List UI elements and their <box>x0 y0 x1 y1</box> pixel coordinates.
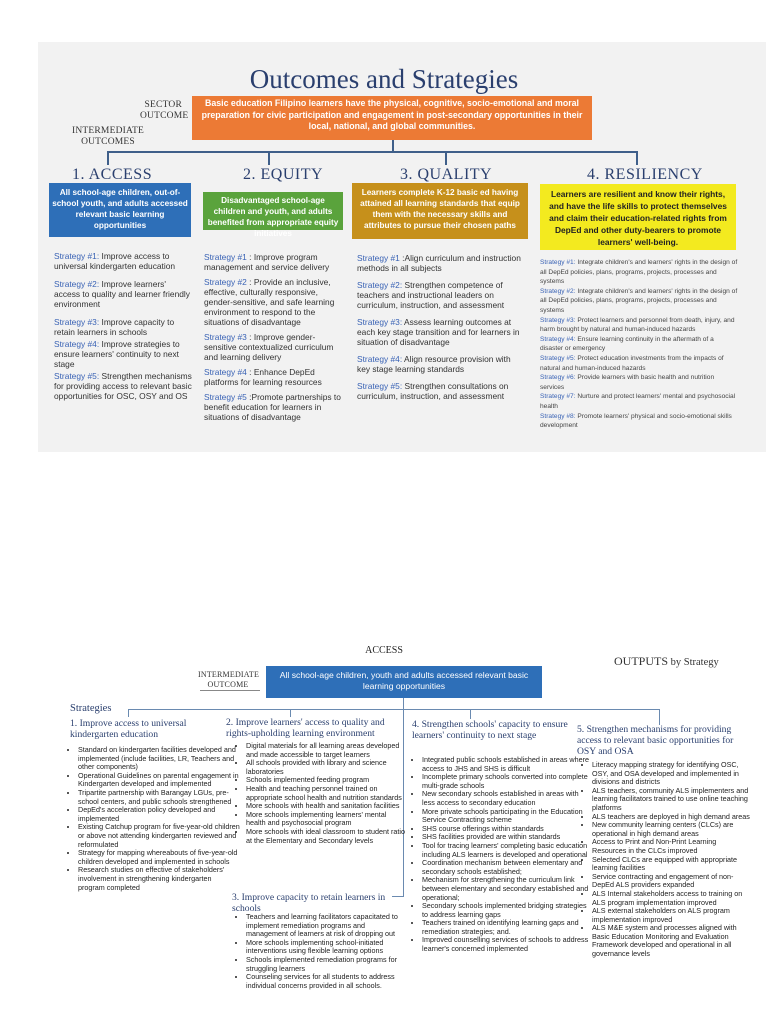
strategy-list-quality <box>357 253 523 401</box>
strategy-item: Strategy #1 :Align curriculum and instruction methods in all subjects <box>357 253 521 273</box>
output-item: • SHS facilities provided are within standards <box>422 833 592 842</box>
strategy-item: Strategy #5: Strengthen consultations on curriculum, instruction, and assessment <box>357 381 509 401</box>
output-item: • ALS teachers are deployed in high demand areas <box>592 813 752 822</box>
page-title: Outcomes and Strategies <box>249 64 519 94</box>
strategy-item: Strategy #4: Align resource provision with key stage learning standards <box>357 354 511 374</box>
sector-outcome-box: Basic education Filipino learners have the physical, cognitive, socio-emotional and moral preparation for civic participation and engagement in post-secondary opportunities in their local, national, and global communities. <box>192 96 592 140</box>
output-item: • More schools with ideal classroom to student ratio at the Elementary and Secondary levels <box>246 828 406 845</box>
outcome-title-quality: 3. QUALITY <box>400 166 493 183</box>
strategy-item: Strategy #3: Protect learners and personnel from death, injury, and harm brought by natural and human-induced hazards <box>540 316 735 334</box>
output-item: • New community learning centers (CLCs) are operational in high demand areas <box>592 821 752 838</box>
strategy-item: Strategy #6: Provide learners with basic health and nutrition services <box>540 374 715 391</box>
strategy-item: Strategy #8: Promote learners' physical and socio-emotional skills development <box>540 412 732 430</box>
output-item: • SHS course offerings within standards <box>422 825 592 834</box>
connector-line <box>128 709 129 717</box>
sector-outcome-label <box>140 100 189 122</box>
strategy-item: Strategy #7: Nurture and protect learners' mental and psychosocial health <box>540 393 736 410</box>
strategy-item: Strategy #3 : Improve gender-sensitive contextualized curriculum and learning delivery <box>204 332 334 362</box>
connector-line <box>128 709 660 710</box>
output-item: • Standard on kindergarten facilities developed and implemented (include facilities, LR, Teachers and other components) <box>78 746 240 772</box>
access-heading: ACCESS <box>365 645 403 656</box>
outcome-title-resiliency: 4. RESILIENCY <box>587 166 703 183</box>
output-item: • More schools implementing learners' mental health and psychosocial program <box>246 811 406 828</box>
outcome-title-equity: 2. EQUITY <box>243 166 324 183</box>
strategy-item: Strategy #2: Integrate children's and learners' rights in the design of all DepEd policies, plans, programs, projects, processes and systems <box>540 287 738 314</box>
intermediate-outcomes-label <box>66 126 150 148</box>
output-strategy-1-list <box>68 746 240 892</box>
strategies-heading: Strategies <box>70 703 112 714</box>
strategy-item: Strategy #1 : Improve program management and service delivery <box>204 252 330 272</box>
outputs-heading: OUTPUTS by Strategy <box>614 654 719 668</box>
strategy-item: Strategy #5: Strengthen mechanisms for providing access to relevant basic opportunities for OSC, OSY and OS <box>54 371 192 401</box>
output-item: • Literacy mapping strategy for identifying OSC, OSY, and OSA developed and implemented in divisions and districts <box>592 761 752 787</box>
output-item: • Operational Guidelines on parental engagement in Kindergarten developed and implemented <box>78 772 240 789</box>
output-item: • Access to Print and Non-Print Learning Resources in the CLCs improved <box>592 838 752 855</box>
output-item: • Coordination mechanism between elementary and secondary schools established; <box>422 859 592 876</box>
strategy-item: Strategy #5: Protect education investments from the impacts of natural and human-induced hazards <box>540 354 724 372</box>
divider <box>200 690 260 691</box>
output-item: • Strategy for mapping whereabouts of five-year-old children developed and implemented in schools <box>78 849 240 866</box>
output-item: • ALS external stakeholders on ALS program implementation improved <box>592 907 752 924</box>
output-item: • Mechanism for strengthening the curriculum link between elementary and secondary established and operational; <box>422 876 592 902</box>
connector-line <box>659 709 660 725</box>
output-item: • Health and teaching personnel trained on appropriate school health and nutrition standards <box>246 785 406 802</box>
output-item: • New secondary schools established in areas with less access to secondary education <box>422 790 592 807</box>
output-item: • Schools implemented remediation programs for struggling learners <box>246 956 404 973</box>
connector-line <box>107 151 637 153</box>
strategy-item: Strategy #5 :Promote partnerships to benefit education for learners in situations of disadvantage <box>204 392 341 422</box>
strategy-item: Strategy #2: Strengthen competence of teachers and instructional leaders on curriculum, instruction, and assessment <box>357 280 505 310</box>
connector-line <box>636 151 638 165</box>
intermediate-outcome-box: All school-age children, youth and adults accessed relevant basic learning opportunities <box>266 666 542 698</box>
output-item: • More private schools participating in the Education Service Contracting scheme <box>422 808 592 825</box>
sector-label-line2: OUTCOME <box>140 111 189 121</box>
output-item: • Incomplete primary schools converted into complete multi-grade schools <box>422 773 592 790</box>
output-item: • Existing Catchup program for five-year-old children or above not attending kindergarten reviewed and reformulated <box>78 823 240 849</box>
outcome-box-resiliency: Learners are resilient and know their rights, and have the life skills to protect themselves and claim their education-related rights from DepEd and other duty-bearers to promote learners' well-being. <box>540 184 736 250</box>
strategy-item: Strategy #4: Improve strategies to ensure learners' continuity to next stage <box>54 339 180 369</box>
output-item: • Teachers and learning facilitators capacitated to implement remediation programs and management of learners at risk of dropping out <box>246 913 404 939</box>
output-item: • Digital materials for all learning areas developed and made accessible to target learners <box>246 742 406 759</box>
connector-line <box>268 151 270 165</box>
output-item: • ALS teachers, community ALS implementers and learning facilitators trained to use online teaching platforms <box>592 787 752 813</box>
output-item: • Teachers trained on identifying learning gaps and remediation strategies; and. <box>422 919 592 936</box>
output-item: • ALS M&E system and processes aligned with Basic Education Monitoring and Evaluation Framework developed and operational in all governance levels <box>592 924 752 958</box>
output-item: • Secondary schools implemented bridging strategies to address learning gaps <box>422 902 592 919</box>
output-strategy-3-list <box>236 913 404 990</box>
outcome-box-access: All school-age children, out-of-school youth, and adults accessed relevant basic learning opportunities <box>49 183 191 237</box>
output-item: • Selected CLCs are equipped with appropriate learning facilities <box>592 856 752 873</box>
io-label-line2: OUTCOME <box>207 679 249 689</box>
strategy-item: Strategy #4: Ensure learning continuity in the aftermath of a disaster or emergency <box>540 335 714 353</box>
strategy-item: Strategy #3: Assess learning outcomes at each key stage transition and for learners in situation of disadvantage <box>357 317 520 347</box>
strategy-list-access <box>54 251 192 401</box>
outcome-title-access: 1. ACCESS <box>72 166 153 183</box>
output-item: • Tripartite partnership with Barangay LGUs, pre-school centers, and public schools strengthened <box>78 789 240 806</box>
output-item: • DepEd's acceleration policy developed and implemented <box>78 806 240 823</box>
output-item: • All schools provided with library and science laboratories <box>246 759 406 776</box>
strategy-item: Strategy #1: Improve access to universal kindergarten education <box>54 251 176 271</box>
intermediate-label-line1: INTERMEDIATE <box>71 126 145 136</box>
sector-label-line1: SECTOR <box>144 100 182 110</box>
connector-line <box>445 151 447 165</box>
connector-line <box>107 151 109 165</box>
io-label-line1: INTERMEDIATE <box>198 670 260 679</box>
connector-line <box>290 709 291 717</box>
output-item: • Research studies on effective of stakeholders' involvement in strengthening kindergarten program completed <box>78 866 240 892</box>
outcome-box-quality: Learners complete K-12 basic ed having attained all learning standards that equip them with the necessary skills and attributes to pursue their chosen paths <box>352 183 528 239</box>
strategy-item: Strategy #2 : Provide an inclusive, effective, culturally responsive, gender-sensitive, and safe learning environment to respond to the situations of disadvantage <box>204 277 335 327</box>
output-item: • Schools implemented feeding program <box>246 776 406 785</box>
intermediate-label-line2: OUTCOMES <box>81 137 135 147</box>
output-item: • Tool for tracing learners' completing basic education including ALS learners is developed and operational <box>422 842 592 859</box>
output-item: • Integrated public schools established in areas where access to JHS and SHS is difficult <box>422 756 592 773</box>
strategy-item: Strategy #2: Improve learners' access to quality and learner friendly environment <box>54 279 190 309</box>
strategy-list-equity <box>204 252 346 422</box>
output-item: • ALS Internal stakeholders access to training on ALS program implementation improved <box>592 890 752 907</box>
output-strategy-5-title: 5. Strengthen mechanisms for providing access to relevant basic opportunities for OSY and OSA <box>577 724 734 757</box>
strategy-list-resiliency <box>540 258 738 431</box>
output-strategy-3-title: 3. Improve capacity to retain learners in schools <box>232 892 386 914</box>
output-item: • More schools implementing school-initiated interventions using flexible learning options <box>246 939 404 956</box>
output-item: • More schools with health and sanitation facilities <box>246 802 406 811</box>
strategy-item: Strategy #3: Improve capacity to retain learners in schools <box>54 317 175 337</box>
output-strategy-5-list <box>582 761 752 959</box>
output-strategy-4-title: 4. Strengthen schools' capacity to ensure learners' continuity to next stage <box>412 719 568 741</box>
intermediate-outcome-label <box>198 670 258 689</box>
output-item: • Service contracting and engagement of non-DepEd ALS providers expanded <box>592 873 752 890</box>
output-strategy-2-title: 2. Improve learners' access to quality and rights-upholding learning environment <box>226 717 385 739</box>
output-strategy-4-list <box>412 756 592 954</box>
outcome-box-equity: Disadvantaged school-age children and youth, and adults benefited from appropriate equity initiatives <box>203 192 343 230</box>
strategy-item: Strategy #4 : Enhance DepEd platforms for learning resources <box>204 367 322 387</box>
output-item: • Counseling services for all students to address individual concerns provided in all schools. <box>246 973 404 990</box>
connector-line <box>470 709 471 719</box>
output-item: • Improved counselling services of schools to address learner's concerned implemented <box>422 936 592 953</box>
strategy-item: Strategy #1: Integrate children's and learners' rights in the design of all DepEd policies, plans, programs, projects, processes and systems <box>540 259 738 286</box>
output-strategy-2-list <box>236 742 406 845</box>
output-strategy-1-title: 1. Improve access to universal kindergarten education <box>70 718 187 740</box>
